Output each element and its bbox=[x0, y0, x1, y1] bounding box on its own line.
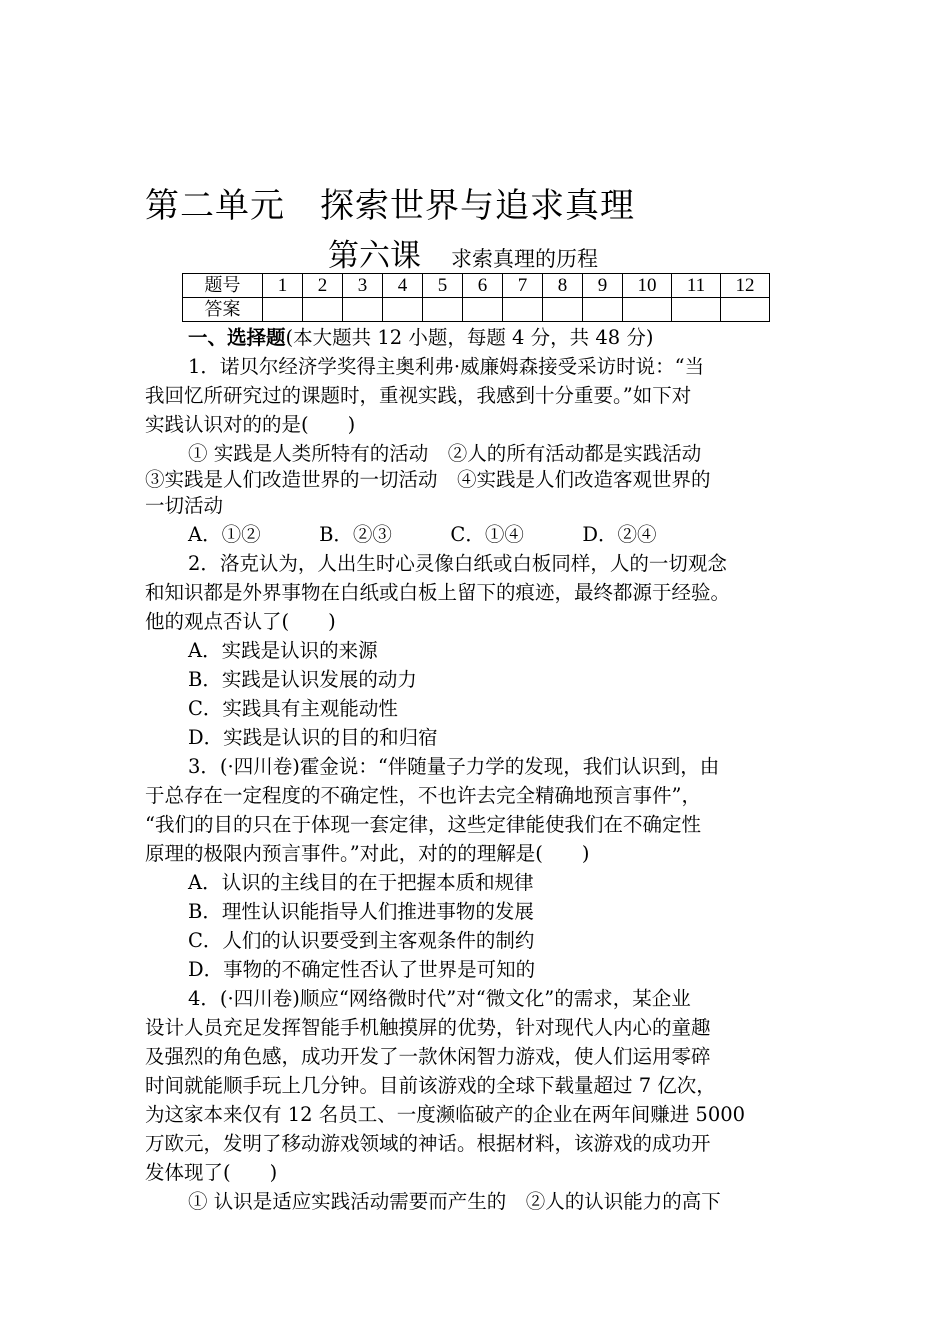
table-cell: 11 bbox=[672, 274, 721, 298]
text-line: ③实践是人们改造世界的一切活动 ④实践是人们改造客观世界的 bbox=[145, 468, 711, 491]
text-line: 万欧元，发明了移动游戏领域的神话。根据材料，该游戏的成功开 bbox=[145, 1132, 711, 1155]
text-line: 一切活动 bbox=[145, 494, 224, 517]
answer-cell[interactable] bbox=[263, 298, 303, 322]
section-heading bbox=[188, 323, 858, 352]
text-line: 1．诺贝尔经济学奖得主奥利弗·威廉姆森接受采访时说：“当 bbox=[188, 355, 705, 378]
table-cell: 12 bbox=[721, 274, 770, 298]
answer-table bbox=[182, 273, 770, 322]
text-line: 于总存在一定程度的不确定性，不也许去完全精确地预言事件”， bbox=[145, 784, 701, 807]
answer-cell[interactable] bbox=[672, 298, 721, 322]
answer-cell[interactable] bbox=[721, 298, 770, 322]
text-line: 他的观点否认了( ) bbox=[145, 610, 336, 633]
section-description: (本大题共 12 小题，每题 4 分，共 48 分) bbox=[285, 326, 654, 349]
answer-cell[interactable] bbox=[343, 298, 383, 322]
option-line: C．人们的认识要受到主客观条件的制约 bbox=[188, 929, 535, 952]
text-line: 时间就能顺手玩上几分钟。目前该游戏的全球下载量超过 7 亿次， bbox=[145, 1074, 716, 1097]
table-cell: 10 bbox=[623, 274, 672, 298]
table-row-answers bbox=[183, 298, 770, 322]
text-line: 和知识都是外界事物在白纸或白板上留下的痕迹，最终都源于经验。 bbox=[145, 581, 731, 604]
text-line: 及强烈的角色感，成功开发了一款休闲智力游戏，使人们运用零碎 bbox=[145, 1045, 711, 1068]
answer-cell[interactable] bbox=[623, 298, 672, 322]
answer-cell[interactable] bbox=[503, 298, 543, 322]
answer-cell[interactable] bbox=[463, 298, 503, 322]
option-line: D．事物的不确定性否认了世界是可知的 bbox=[188, 958, 536, 981]
text-line: “我们的目的只在于体现一套定律，这些定律能使我们在不确定性 bbox=[145, 813, 701, 836]
option-line: D．实践是认识的目的和归宿 bbox=[188, 726, 438, 749]
option-line: A．认识的主线目的在于把握本质和规律 bbox=[188, 871, 534, 894]
table-cell: 7 bbox=[503, 274, 543, 298]
option-line: C．实践具有主观能动性 bbox=[188, 697, 398, 720]
table-cell: 6 bbox=[463, 274, 503, 298]
text-line: 3．(·四川卷)霍金说：“伴随量子力学的发现，我们认识到，由 bbox=[188, 755, 720, 778]
lesson-title bbox=[328, 230, 598, 275]
option-line: A．实践是认识的来源 bbox=[188, 639, 378, 662]
text-line: ① 实践是人类所特有的活动 ②人的所有活动都是实践活动 bbox=[188, 442, 702, 465]
table-header-label: 题号 bbox=[183, 274, 263, 298]
section-title: 一、选择题 bbox=[188, 326, 286, 349]
table-cell: 9 bbox=[583, 274, 623, 298]
text-line: 为这家本来仅有 12 名员工、一度濒临破产的企业在两年间赚进 5000 bbox=[145, 1103, 746, 1126]
answer-cell[interactable] bbox=[303, 298, 343, 322]
text-line: ① 认识是适应实践活动需要而产生的 ②人的认识能力的高下 bbox=[188, 1190, 721, 1213]
answer-cell[interactable] bbox=[543, 298, 583, 322]
text-line: 设计人员充足发挥智能手机触摸屏的优势，针对现代人内心的童趣 bbox=[145, 1016, 711, 1039]
table-answer-label: 答案 bbox=[183, 298, 263, 322]
lesson-number: 第六课 bbox=[328, 238, 421, 274]
unit-title: 第二单元 探索世界与追求真理 bbox=[145, 186, 635, 226]
table-cell: 3 bbox=[343, 274, 383, 298]
table-cell: 4 bbox=[383, 274, 423, 298]
lesson-name: 求索真理的历程 bbox=[451, 247, 598, 271]
answer-cell[interactable] bbox=[423, 298, 463, 322]
table-cell: 1 bbox=[263, 274, 303, 298]
text-line: 我回忆所研究过的课题时，重视实践，我感到十分重要。”如下对 bbox=[145, 384, 692, 407]
table-row-numbers bbox=[183, 274, 770, 298]
table-cell: 5 bbox=[423, 274, 463, 298]
answer-cell[interactable] bbox=[383, 298, 423, 322]
option-line: A．①② B．②③ C．①④ D．②④ bbox=[188, 523, 657, 546]
text-line: 实践认识对的的是( ) bbox=[145, 413, 356, 436]
table-cell: 2 bbox=[303, 274, 343, 298]
text-line: 发体现了( ) bbox=[145, 1161, 278, 1184]
answer-cell[interactable] bbox=[583, 298, 623, 322]
text-line: 4．(·四川卷)顺应“网络微时代”对“微文化”的需求，某企业 bbox=[188, 987, 691, 1010]
option-line: B．理性认识能指导人们推进事物的发展 bbox=[188, 900, 534, 923]
table-cell: 8 bbox=[543, 274, 583, 298]
text-line: 原理的极限内预言事件。”对此，对的的理解是( ) bbox=[145, 842, 590, 865]
option-line: B．实践是认识发展的动力 bbox=[188, 668, 417, 691]
text-line: 2．洛克认为，人出生时心灵像白纸或白板同样，人的一切观念 bbox=[188, 552, 727, 575]
